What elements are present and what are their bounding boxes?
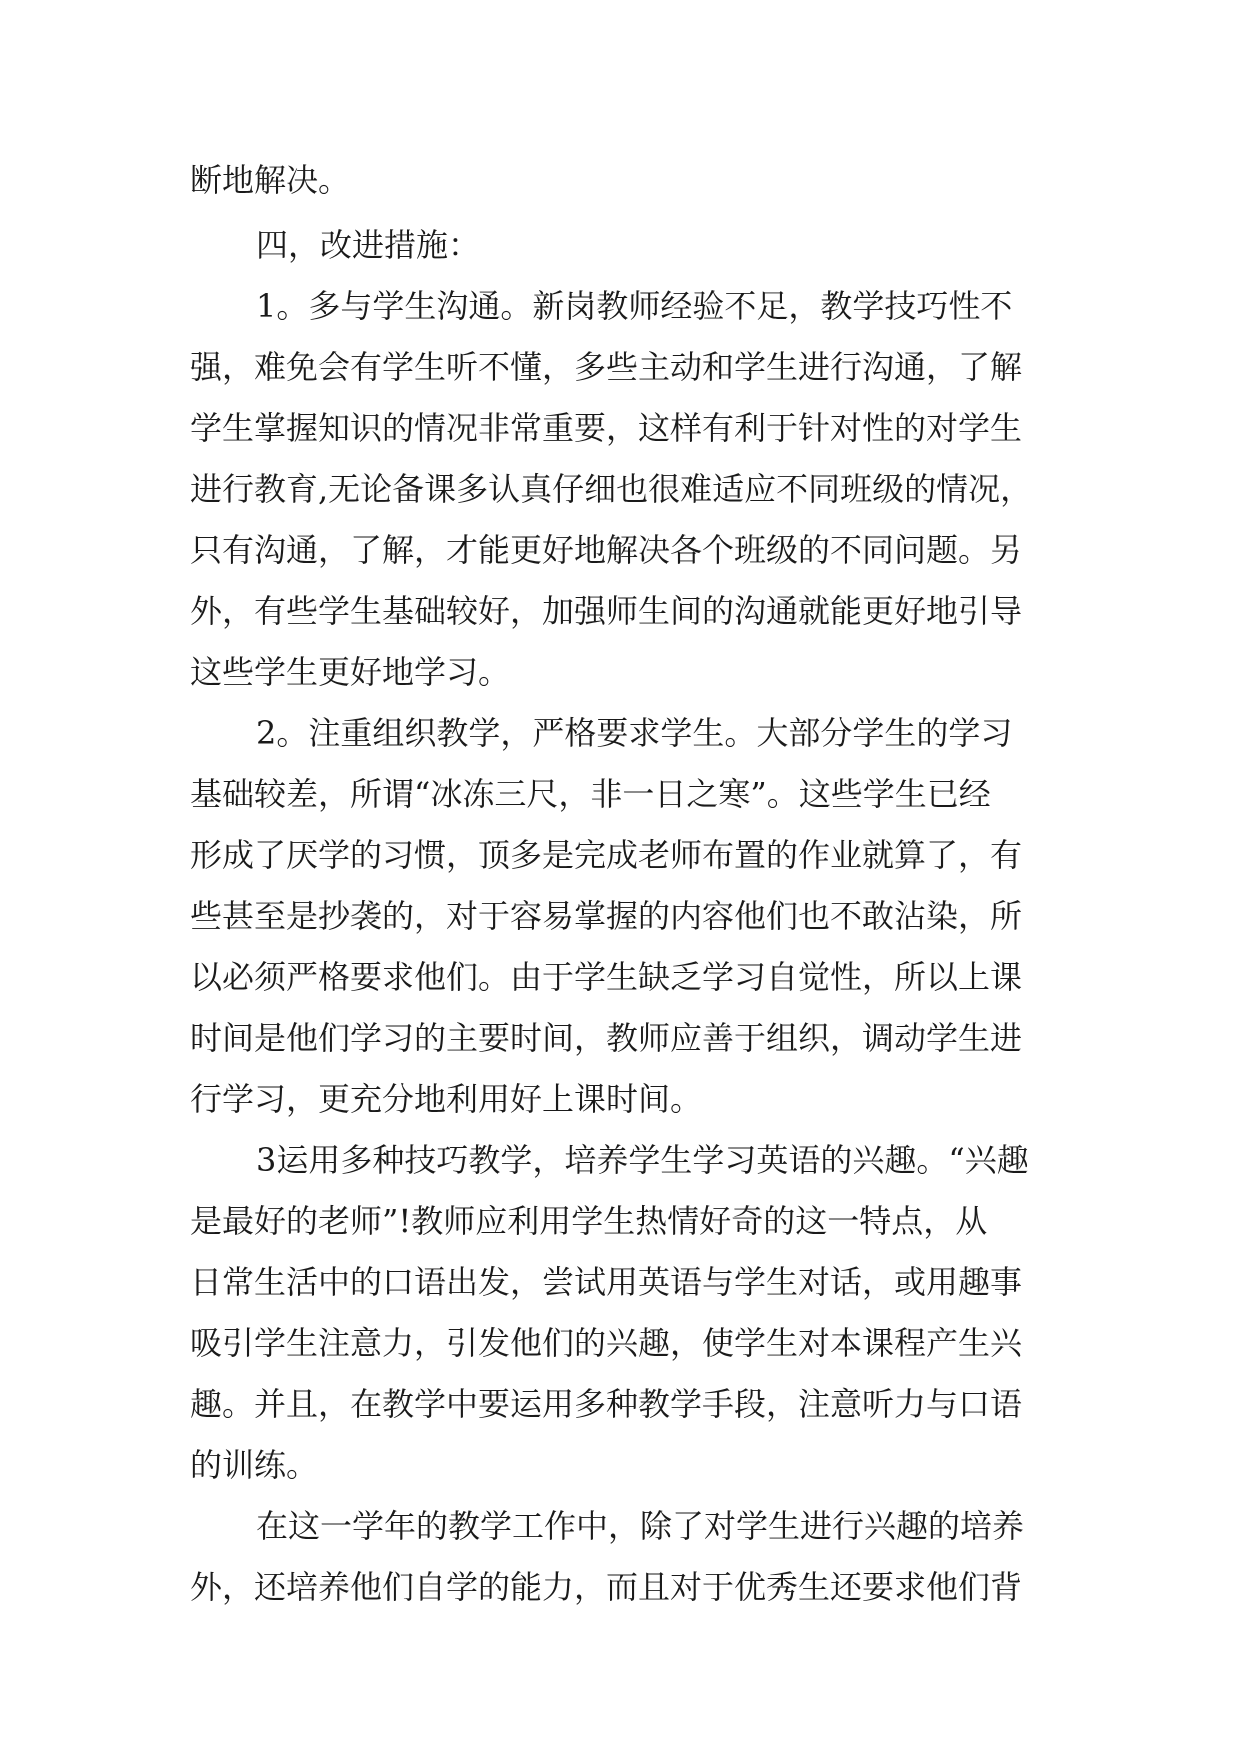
text-line: 外，有些学生基础较好，加强师生间的沟通就能更好地引导	[190, 592, 1023, 630]
text-line: 吸引学生注意力，引发他们的兴趣，使学生对本课程产生兴	[190, 1324, 1023, 1362]
text-line: 些甚至是抄袭的，对于容易掌握的内容他们也不敢沾染，所	[190, 897, 1023, 935]
text-line: 基础较差，所谓“冰冻三尺，非一日之寒”。这些学生已经	[190, 775, 991, 813]
text-line: 2。注重组织教学，严格要求学生。大部分学生的学习	[256, 714, 1013, 752]
text-line: 3运用多种技巧教学，培养学生学习英语的兴趣。“兴趣	[256, 1141, 1029, 1179]
text-line: 1。多与学生沟通。新岗教师经验不足，教学技巧性不	[256, 287, 1013, 325]
text-line: 这些学生更好地学习。	[190, 653, 511, 691]
section-heading: 四，改进措施：	[256, 226, 481, 264]
text-line: 只有沟通，了解，才能更好地解决各个班级的不同问题。另	[190, 531, 1023, 569]
text-line: 日常生活中的口语出发，尝试用英语与学生对话，或用趣事	[190, 1263, 1023, 1301]
text-line: 行学习，更充分地利用好上课时间。	[190, 1080, 703, 1118]
text-line: 进行教育,无论备课多认真仔细也很难适应不同班级的情况，	[190, 470, 1033, 508]
text-line: 形成了厌学的习惯，顶多是完成老师布置的作业就算了，有	[190, 836, 1023, 874]
text-line: 学生掌握知识的情况非常重要，这样有利于针对性的对学生	[190, 409, 1023, 447]
text-line: 的训练。	[190, 1446, 319, 1484]
text-line: 强，难免会有学生听不懂，多些主动和学生进行沟通，了解	[190, 348, 1023, 386]
text-line: 趣。并且，在教学中要运用多种教学手段，注意听力与口语	[190, 1385, 1023, 1423]
text-line: 断地解决。	[190, 161, 351, 199]
text-line: 在这一学年的教学工作中，除了对学生进行兴趣的培养	[256, 1507, 1025, 1545]
text-line: 外，还培养他们自学的能力，而且对于优秀生还要求他们背	[190, 1568, 1023, 1606]
text-line: 是最好的老师”!教师应利用学生热情好奇的这一特点，从	[190, 1202, 988, 1240]
text-line: 时间是他们学习的主要时间，教师应善于组织，调动学生进	[190, 1019, 1023, 1057]
text-line: 以必须严格要求他们。由于学生缺乏学习自觉性，所以上课	[190, 958, 1023, 996]
